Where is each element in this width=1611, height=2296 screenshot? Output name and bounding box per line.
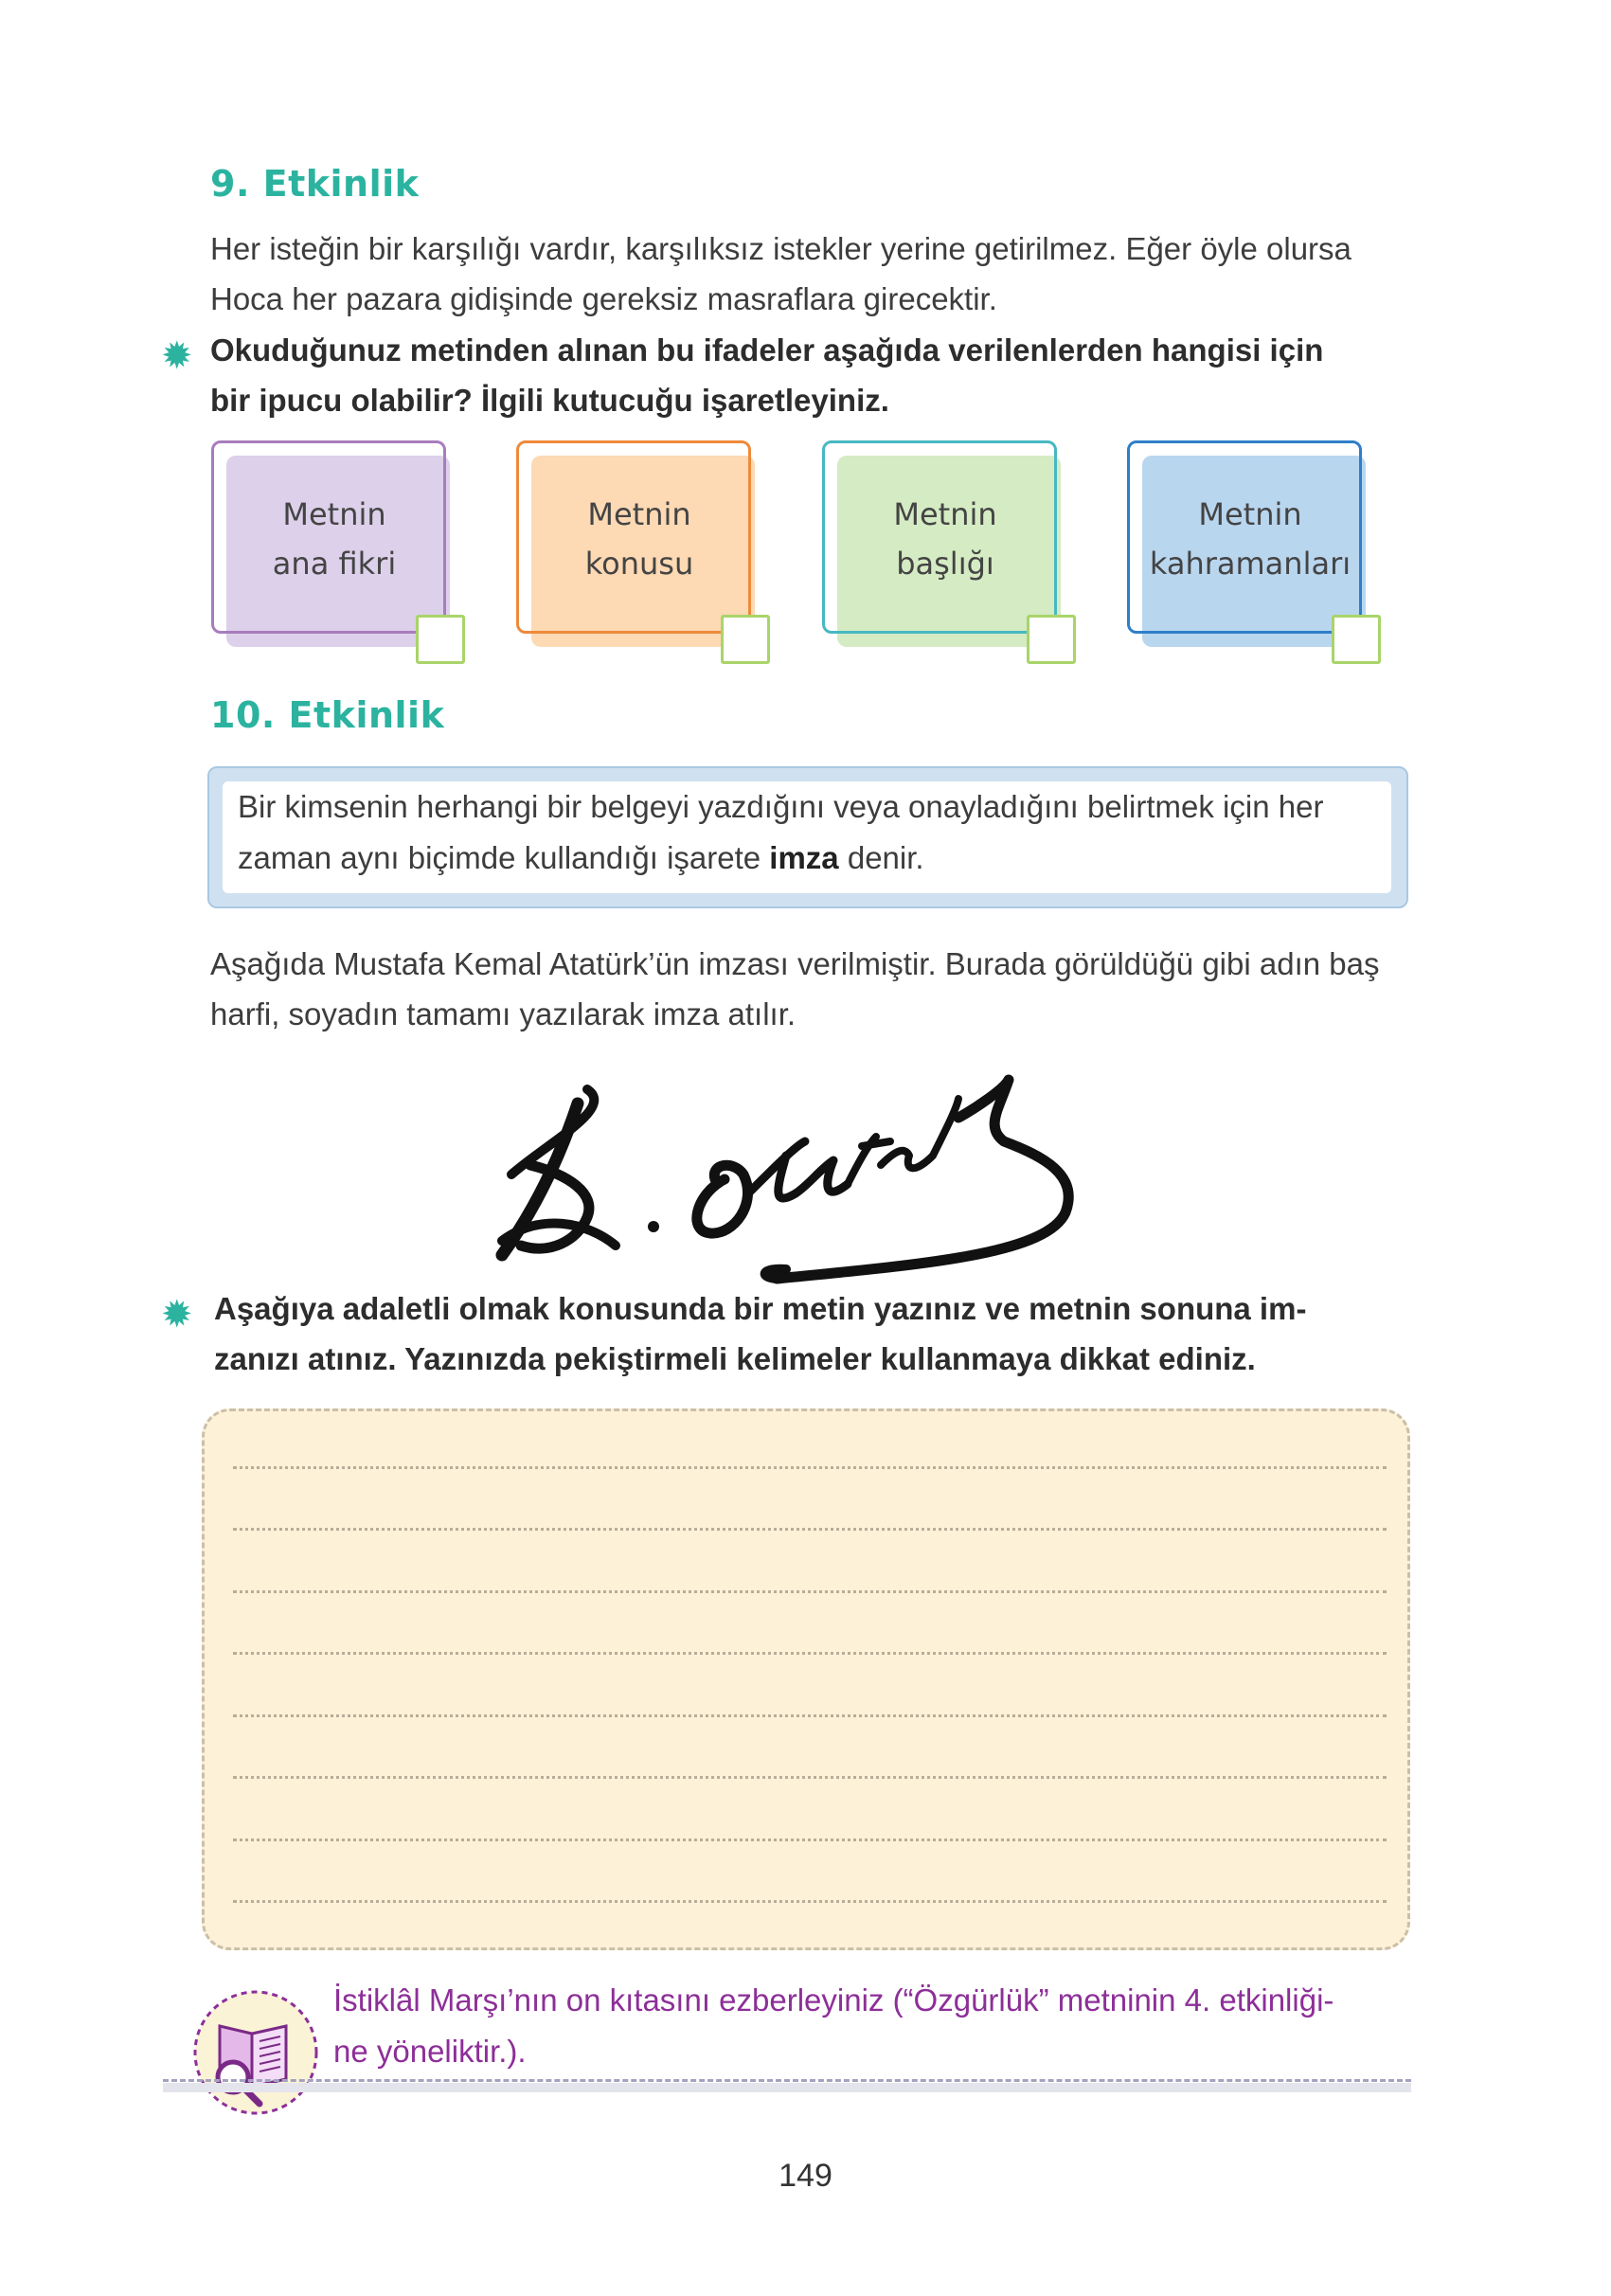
definition-line-2: [238, 833, 1374, 884]
signature-paragraph-line-2: harfi, soyadın tamamı yazılarak imza atılır.: [210, 996, 797, 1031]
option-checkbox[interactable]: [1027, 615, 1076, 664]
option-label-line-2: konusu: [584, 546, 694, 582]
option-label: [832, 490, 1059, 588]
writing-line[interactable]: [233, 1776, 1387, 1779]
question-line-2: bir ipucu olabilir? İlgili kutucuğu işaretleyiniz.: [210, 383, 889, 418]
writing-line[interactable]: [233, 1900, 1387, 1903]
option-label-line-2: ana fikri: [272, 546, 397, 582]
ataturk-signature-image: [474, 1051, 1099, 1288]
signature-paragraph-line-1: Aşağıda Mustafa Kemal Atatürk’ün imzası verilmiştir. Burada görüldüğü gibi adın baş: [210, 946, 1380, 981]
asterisk-icon: ✹: [161, 1294, 193, 1336]
activity-9-question: [210, 325, 1423, 425]
writing-line[interactable]: [233, 1652, 1387, 1655]
option-checkbox[interactable]: [1332, 615, 1381, 664]
writing-area[interactable]: [202, 1408, 1410, 1950]
option-label-line-1: Metnin: [587, 496, 691, 532]
definition-text-part: denir.: [838, 840, 924, 875]
option-label-line-1: Metnin: [282, 496, 386, 532]
task-line-2: zanızı atınız. Yazınızda pekiştirmeli kelimeler kullanmaya dikkat ediniz.: [214, 1341, 1256, 1376]
quote-line-1: Her isteğin bir karşılığı vardır, karşılıksız istekler yerine getirilmez. Eğer öyle olursa: [210, 231, 1351, 266]
option-label: [1137, 490, 1364, 588]
option-label: [221, 490, 448, 588]
writing-line[interactable]: [233, 1839, 1387, 1841]
activity-9-heading: 9. Etkinlik: [210, 163, 420, 205]
option-checkbox[interactable]: [416, 615, 465, 664]
definition-text-part: zaman aynı biçimde kullandığı işarete: [238, 840, 770, 875]
writing-line[interactable]: [233, 1590, 1387, 1593]
task-line-1: Aşağıya adaletli olmak konusunda bir metin yazınız ve metnin sonuna im-: [214, 1291, 1307, 1326]
option-card-subject: [516, 440, 749, 632]
memorize-note: [333, 1975, 1423, 2077]
writing-line[interactable]: [233, 1528, 1387, 1531]
option-card-title: [822, 440, 1055, 632]
note-divider-band: [163, 2083, 1411, 2092]
option-card-main-idea: [211, 440, 444, 632]
option-label-line-1: Metnin: [1198, 496, 1302, 532]
question-line-1: Okuduğunuz metinden alınan bu ifadeler aşağıda verilenlerden hangisi için: [210, 332, 1324, 368]
option-checkbox[interactable]: [721, 615, 770, 664]
option-label: [526, 490, 753, 588]
activity-9-quote: [210, 224, 1423, 324]
note-line-2: ne yöneliktir.).: [333, 2034, 527, 2069]
signature-paragraph: [210, 939, 1423, 1039]
option-label-line-1: Metnin: [893, 496, 997, 532]
activity-10-heading: 10. Etkinlik: [210, 694, 445, 736]
definition-text: [238, 781, 1374, 884]
writing-task-instruction: [214, 1283, 1426, 1384]
note-line-1: İstiklâl Marşı’nın on kıtasını ezberleyiniz (“Özgürlük” metninin 4. etkinliği-: [333, 1982, 1334, 2018]
definition-box: [207, 766, 1408, 908]
book-magnifier-icon: [191, 1988, 320, 2117]
writing-line[interactable]: [233, 1466, 1387, 1469]
writing-line[interactable]: [233, 1714, 1387, 1717]
quote-line-2: Hoca her pazara gidişinde gereksiz masraflara girecektir.: [210, 281, 997, 316]
option-label-line-2: başlığı: [896, 546, 994, 582]
option-card-characters: [1127, 440, 1360, 632]
definition-keyword: imza: [769, 840, 839, 875]
asterisk-icon: ✹: [161, 335, 193, 377]
page-number: 149: [779, 2158, 832, 2194]
note-divider: [163, 2079, 1411, 2082]
option-label-line-2: kahramanları: [1149, 546, 1351, 582]
definition-line-1: Bir kimsenin herhangi bir belgeyi yazdığını veya onayladığını belirtmek için her: [238, 789, 1324, 824]
